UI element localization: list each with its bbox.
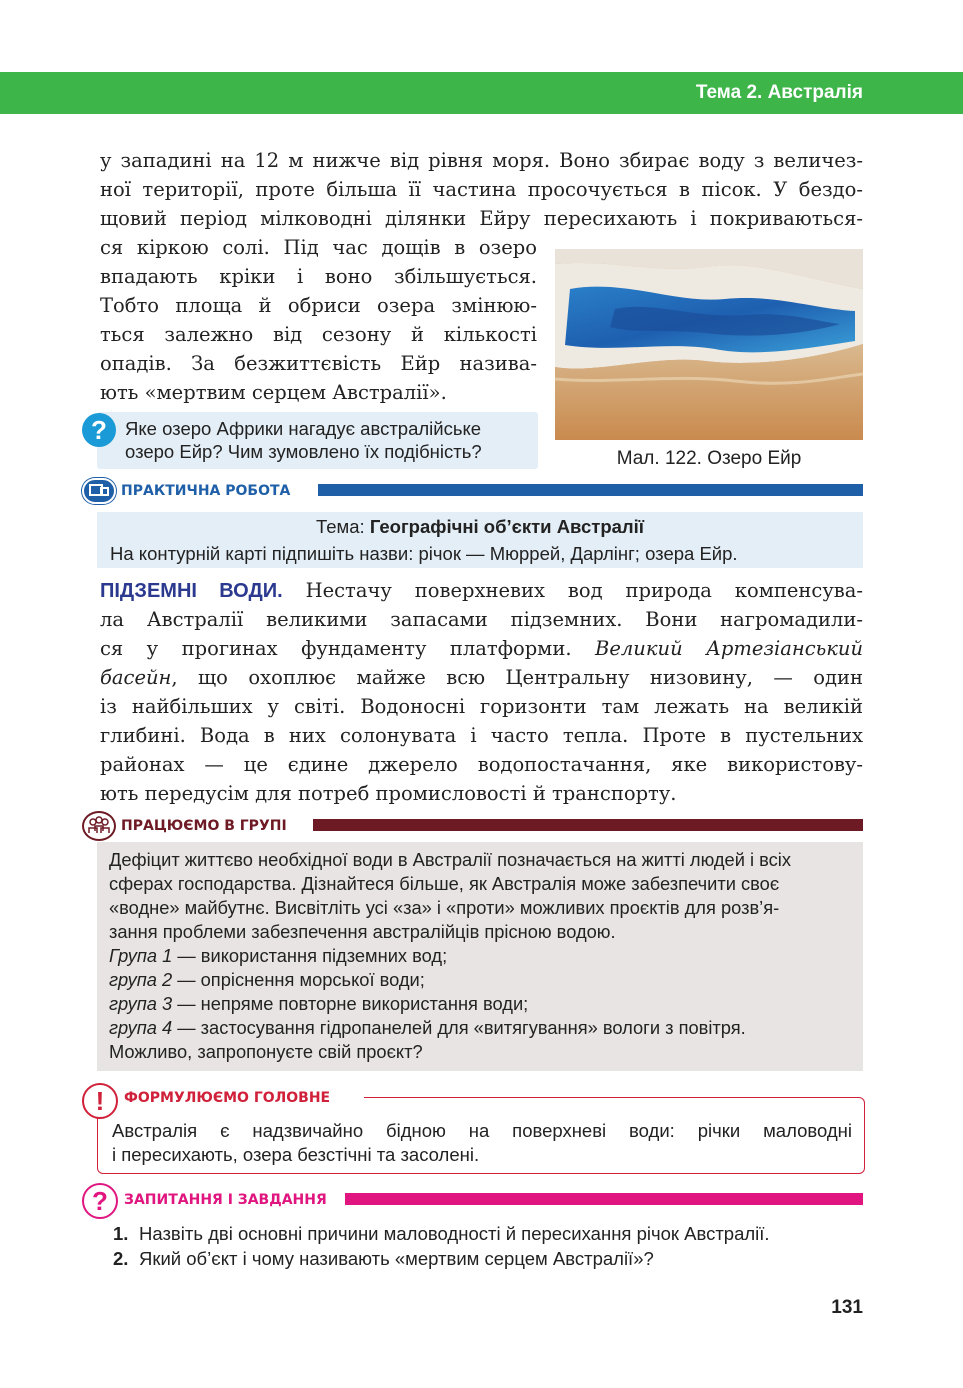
practical-heading: ПРАКТИЧНА РОБОТА: [121, 483, 291, 499]
intro-line: у западині на 12 м нижче від рівня моря. Воно збирає воду з величез-: [100, 149, 863, 172]
main-idea-heading: ФОРМУЛЮЄМО ГОЛОВНЕ: [124, 1090, 331, 1106]
group-bar: [313, 819, 863, 831]
group-item: [109, 992, 528, 1016]
groundwater-line: ють передусім для потреб промисловості й транспорту.: [100, 782, 677, 805]
group-heading: ПРАЦЮЄМО В ГРУПІ: [121, 818, 287, 834]
main-idea-line: і пересихають, озера безстічні та засолені.: [112, 1144, 480, 1165]
chapter-header-bar: [0, 72, 963, 114]
lake-eyre-photo: [555, 249, 863, 440]
groundwater-line: ла Австралії великими запасами підземних. Вони нагромадили-: [100, 608, 863, 631]
questions-bar: [345, 1193, 863, 1205]
group-text: — опріснення морської води;: [172, 969, 425, 990]
group-item: [109, 968, 425, 992]
groundwater-line: [100, 634, 863, 663]
question-item: [113, 1223, 770, 1245]
intro-line: ної території, проте більша її частина просочується в пісок. У бездо-: [100, 178, 863, 201]
group-text: — застосування гідропанелей для «витягування» вологи з повітря.: [172, 1017, 746, 1038]
intro-left-line: ся кіркою солі. Під час дощів в озеро: [100, 236, 537, 259]
group-label: група 4: [109, 1017, 173, 1038]
groundwater-line: глибині. Вода в них солонувата і часто тепла. Проте в пустельних: [100, 724, 863, 747]
question-line: озеро Ейр? Чим зумовлено їх подібність?: [125, 441, 482, 462]
intro-left-line: опадів. За безжиттєвість Ейр назива-: [100, 352, 537, 375]
intro-left-line: впадають кріки і воно збільшується.: [100, 265, 537, 288]
intro-line: щовий період мілководні ділянки Ейру пересихають і покриваються-: [100, 207, 863, 230]
questions-heading: ЗАПИТАННЯ І ЗАВДАННЯ: [124, 1192, 327, 1208]
exclamation-icon: !: [82, 1083, 118, 1119]
groundwater-first-line: [100, 576, 863, 606]
group-label: група 3: [109, 993, 173, 1014]
practical-task: На контурній карті підпишіть назви: річок — Мюррей, Дарлінг; озера Ейр.: [110, 543, 738, 564]
practical-box: [97, 512, 863, 568]
groundwater-text: ся у прогинах фундаменту платформи.: [100, 637, 572, 660]
chapter-title: Тема 2. Австралія: [695, 82, 863, 103]
question-text: Назвіть дві основні причини маловодності й пересихання річок Австралії.: [139, 1223, 770, 1244]
group-label: Група 1: [109, 945, 173, 966]
topic-title: Географічні об’єкти Австралії: [369, 516, 645, 537]
group-item: [109, 944, 447, 968]
groundwater-line: [100, 663, 863, 692]
question-number: 1.: [113, 1223, 129, 1244]
practical-bar: [318, 484, 863, 496]
basin-name: Великий Артезіанський: [595, 637, 864, 660]
question-icon: ?: [82, 413, 116, 447]
group-intro-line: сферах господарства. Дізнайтеся більше, як Австралія може забезпечити своє: [109, 873, 780, 894]
question-item: [113, 1248, 654, 1270]
group-label: група 2: [109, 969, 173, 990]
groundwater-heading: ПІДЗЕМНІ ВОДИ.: [100, 580, 283, 602]
question-number: 2.: [113, 1248, 129, 1269]
group-intro-line: Дефіцит життєво необхідної води в Австралії позначається на житті людей і всіх: [109, 849, 791, 870]
group-work-box: [97, 842, 863, 1071]
practical-icon: [82, 478, 116, 504]
group-closing: Можливо, запропонуєте свій проєкт?: [109, 1041, 423, 1062]
groundwater-line: із найбільших у світі. Водоносні горизонти там лежать на великій: [100, 695, 863, 718]
group-text: — непряме повторне використання води;: [172, 993, 529, 1014]
group-text: — використання підземних вод;: [172, 945, 448, 966]
basin-name: басейн: [100, 666, 172, 689]
photo-caption: Мал. 122. Озеро Ейр: [616, 448, 802, 469]
main-idea-box: [97, 1097, 865, 1174]
topic-label: Тема:: [315, 516, 365, 537]
question-box: [97, 412, 538, 469]
group-intro-line: зання проблеми забезпечення австралійців прісною водою.: [109, 921, 616, 942]
groundwater-text: , що охоплює майже всю Центральну низовину, — один: [171, 666, 863, 689]
intro-left-line: ться залежно від сезону й кількості: [100, 323, 537, 346]
group-intro-line: «водне» майбутнє. Висвітліть усі «за» і «проти» можливих проєктів для розв’я-: [109, 897, 780, 918]
page-number: 131: [831, 1297, 863, 1318]
group-item: [109, 1016, 746, 1040]
intro-left-line: ють «мертвим серцем Австралії».: [100, 381, 447, 404]
intro-left-line: Тобто площа й обриси озера змінюю-: [100, 294, 537, 317]
practical-topic-row: [97, 516, 863, 538]
group-icon: [82, 811, 116, 841]
question-icon: ?: [82, 1183, 118, 1219]
question-text: Який об’єкт і чому називають «мертвим серцем Австралії»?: [139, 1248, 654, 1269]
question-line: Яке озеро Африки нагадує австралійське: [125, 418, 482, 439]
groundwater-line: районах — це єдине джерело водопостачання, яке використову-: [100, 753, 863, 776]
groundwater-text: Нестачу поверхневих вод природа компенсува-: [305, 579, 863, 602]
main-idea-line: Австралія є надзвичайно бідною на поверхневі води: річки маловодні: [112, 1120, 852, 1141]
